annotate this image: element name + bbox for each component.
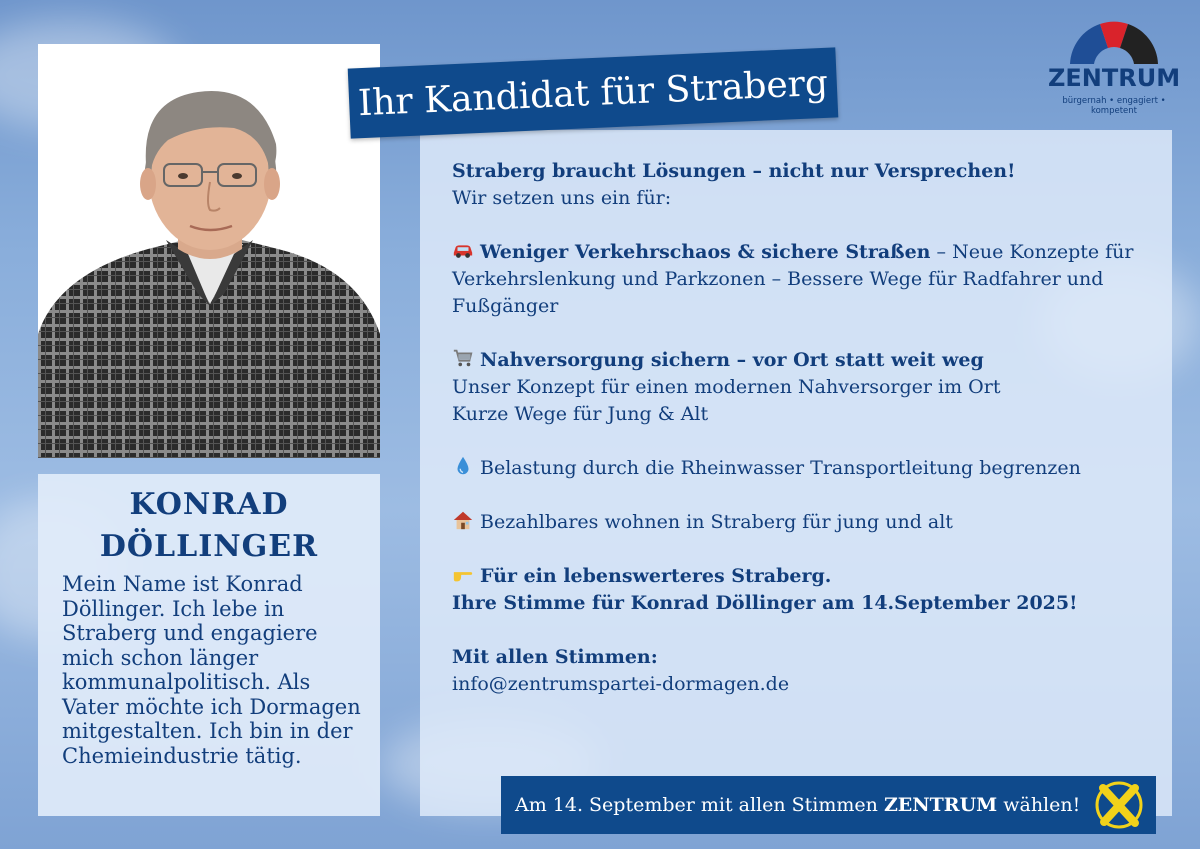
logo-emblem-icon bbox=[1048, 18, 1180, 66]
bio-line: mitgestalten. Ich bin in der bbox=[62, 719, 353, 743]
candidate-last-name: DÖLLINGER bbox=[99, 529, 319, 564]
candidate-first-name: KONRAD bbox=[129, 487, 289, 522]
housing-text: Bezahlbares wohnen in Straberg für jung und alt bbox=[480, 511, 953, 533]
footer-text bbox=[515, 794, 1080, 816]
logo-tagline: bürgernah • engagiert • kompetent bbox=[1062, 96, 1166, 116]
bio-line: Chemieindustrie tätig. bbox=[62, 743, 302, 768]
supply-text-line: Kurze Wege für Jung & Alt bbox=[452, 403, 709, 425]
title-banner bbox=[348, 47, 839, 138]
footer-text-part: wählen! bbox=[997, 794, 1081, 816]
candidate-info-panel bbox=[38, 474, 380, 816]
footer-text-part: Am 14. September mit allen Stimmen bbox=[515, 794, 884, 816]
page-title: Ihr Kandidat für Straberg bbox=[357, 62, 829, 124]
traffic-text-line: Fußgänger bbox=[452, 295, 559, 317]
water-item bbox=[452, 455, 1140, 482]
supply-heading: Nahversorgung sichern – vor Ort statt weit weg bbox=[480, 349, 984, 371]
traffic-text-line: Verkehrslenkung und Parkzonen – Bessere Wege für Radfahrer und bbox=[452, 268, 1104, 290]
closing-line: Ihre Stimme für Konrad Döllinger am 14.September 2025! bbox=[452, 592, 1078, 614]
contact-heading: Mit allen Stimmen: bbox=[452, 646, 658, 668]
pointing-hand-icon bbox=[452, 563, 474, 585]
bio-line: Straberg und engagiere bbox=[62, 621, 318, 645]
water-text: Belastung durch die Rheinwasser Transportleitung begrenzen bbox=[480, 457, 1081, 479]
supply-item bbox=[452, 347, 1140, 428]
bio-line: Döllinger. Ich lebe in bbox=[62, 596, 285, 621]
droplet-icon bbox=[452, 455, 474, 477]
intro-subheading: Wir setzen uns ein für: bbox=[452, 187, 672, 209]
party-logo bbox=[1048, 18, 1181, 116]
supply-text-line: Unser Konzept für einen modernen Nahversorger im Ort bbox=[452, 376, 1001, 398]
ballot-cross-icon bbox=[1094, 780, 1144, 830]
traffic-item bbox=[452, 239, 1140, 320]
program-panel bbox=[420, 130, 1172, 816]
closing-line: Für ein lebenswerteres Straberg. bbox=[480, 565, 832, 587]
candidate-bio bbox=[62, 572, 366, 768]
house-icon bbox=[452, 509, 474, 531]
traffic-heading: Weniger Verkehrschaos & sichere Straßen bbox=[480, 241, 931, 263]
bio-line: kommunalpolitisch. Als bbox=[62, 670, 311, 694]
logo-wordmark: ZENTRUM bbox=[1048, 64, 1181, 92]
contact-email: info@zentrumspartei-dormagen.de bbox=[452, 673, 790, 695]
car-icon bbox=[452, 239, 474, 261]
housing-item bbox=[452, 509, 1140, 536]
traffic-text: – Neue Konzepte für bbox=[930, 241, 1134, 263]
candidate-name bbox=[52, 484, 366, 568]
bio-line: Vater möchte ich Dormagen bbox=[62, 694, 361, 719]
intro-heading: Straberg braucht Lösungen – nicht nur Versprechen! bbox=[452, 160, 1016, 182]
shopping-cart-icon bbox=[452, 347, 474, 369]
footer-banner bbox=[501, 776, 1156, 834]
candidate-photo bbox=[38, 44, 380, 458]
candidate-portrait-image bbox=[38, 44, 380, 458]
bio-line: mich schon länger bbox=[62, 645, 259, 670]
bio-line: Mein Name ist Konrad bbox=[62, 572, 303, 596]
closing-item bbox=[452, 563, 1140, 617]
footer-party-name: ZENTRUM bbox=[883, 794, 998, 816]
